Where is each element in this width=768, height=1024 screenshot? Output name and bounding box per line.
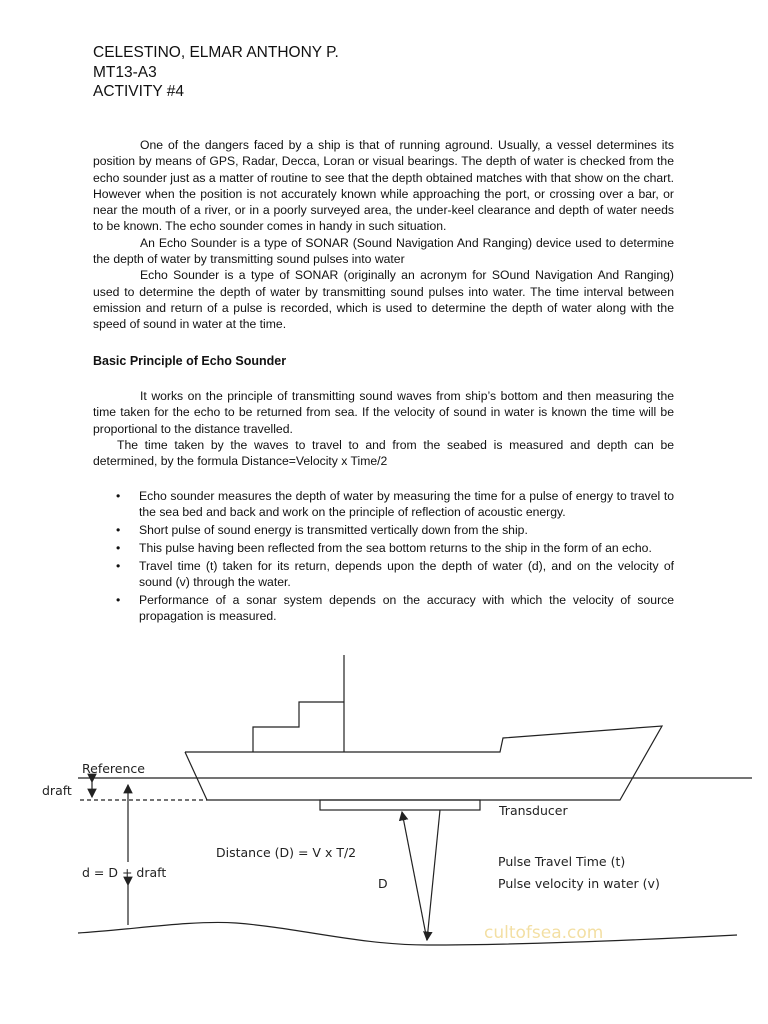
seabed-line — [78, 922, 737, 945]
bullet-icon: • — [116, 489, 121, 503]
pulse-velocity-label: Pulse velocity in water (v) — [498, 876, 660, 891]
section-heading: Basic Principle of Echo Sounder — [93, 354, 287, 368]
transducer — [320, 800, 480, 810]
list-item-text: This pulse having been reflected from the sea bottom returns to the ship in the form of an echo. — [139, 540, 652, 555]
principle-paragraph-1: It works on the principle of transmitting sound waves from ship’s bottom and then measuring the time taken for the echo to be returned from sea. If the velocity of sound in water is known the time will be proportional to the distance travelled. — [93, 389, 674, 436]
draft-label: draft — [42, 783, 72, 798]
pulse-down-path — [427, 810, 440, 940]
pulse-up-path — [402, 812, 427, 940]
intro-paragraph-1: One of the dangers faced by a ship is that of running aground. Usually, a vessel determines its position by means of GPS, Radar, Decca, Loran or visual bearings. The depth of water is checked from the echo sounder just as a matter of routine to see that the depth obtained matches with that show on the chart. However when the position is not accurately known while approaching the port, or crossing over a bar, or near the mouth of a river, or in a poorly surveyed area, the under-keel clearance and depth of water needs to be known. The echo sounder comes in handy in such situation. — [93, 138, 674, 234]
student-name: CELESTINO, ELMAR ANTHONY P. — [93, 44, 339, 61]
depth-formula-label: d = D + draft — [82, 865, 167, 880]
ship-hull — [185, 726, 662, 800]
activity-title: ACTIVITY #4 — [93, 83, 185, 100]
pulse-time-label: Pulse Travel Time (t) — [498, 854, 626, 869]
bullet-icon: • — [116, 558, 121, 573]
bullet-icon: • — [116, 592, 121, 607]
list-item-text: Short pulse of sound energy is transmitted vertically down from the ship. — [139, 523, 528, 538]
list-item-text: Performance of a sonar system depends on the accuracy with which the velocity of source propagation is measured. — [139, 592, 674, 624]
bullet-icon: • — [116, 540, 121, 555]
principle-paragraph-2: The time taken by the waves to travel to and from the seabed is measured and depth can be determined, by the formula Distance=Velocity x Time/2 — [93, 437, 674, 469]
list-item-text: Travel time (t) taken for its return, depends upon the depth of water (d), and on the velocity of sound (v) through the water. — [139, 558, 674, 589]
section-code: MT13-A3 — [93, 63, 157, 81]
reference-label: Reference — [82, 761, 145, 776]
watermark-text: cultofsea.com — [484, 923, 604, 943]
list-item-text: Echo sounder measures the depth of water by measuring the time for a pulse of energy to travel to the sea bed and back and work on the principle of reflection of acoustic energy. — [139, 489, 674, 520]
intro-paragraph-3: Echo Sounder is a type of SONAR (originally an acronym for SOund Navigation And Ranging) used to determine the depth of water by transmitting sound pulses into water. The time interval between emission and return of a pulse is recorded, which is used to determine the depth of water along with the speed of sound in water at the time. — [93, 268, 674, 332]
distance-formula-label: Distance (D) = V x T/2 — [216, 845, 357, 860]
ship-superstructure — [253, 702, 344, 752]
intro-paragraph-2: An Echo Sounder is a type of SONAR (Sound Navigation And Ranging) device used to determine the depth of water by transmitting sound pulses into water — [93, 235, 674, 267]
d-label: D — [378, 876, 388, 891]
bullet-icon: • — [116, 523, 121, 538]
transducer-label: Transducer — [499, 803, 568, 818]
